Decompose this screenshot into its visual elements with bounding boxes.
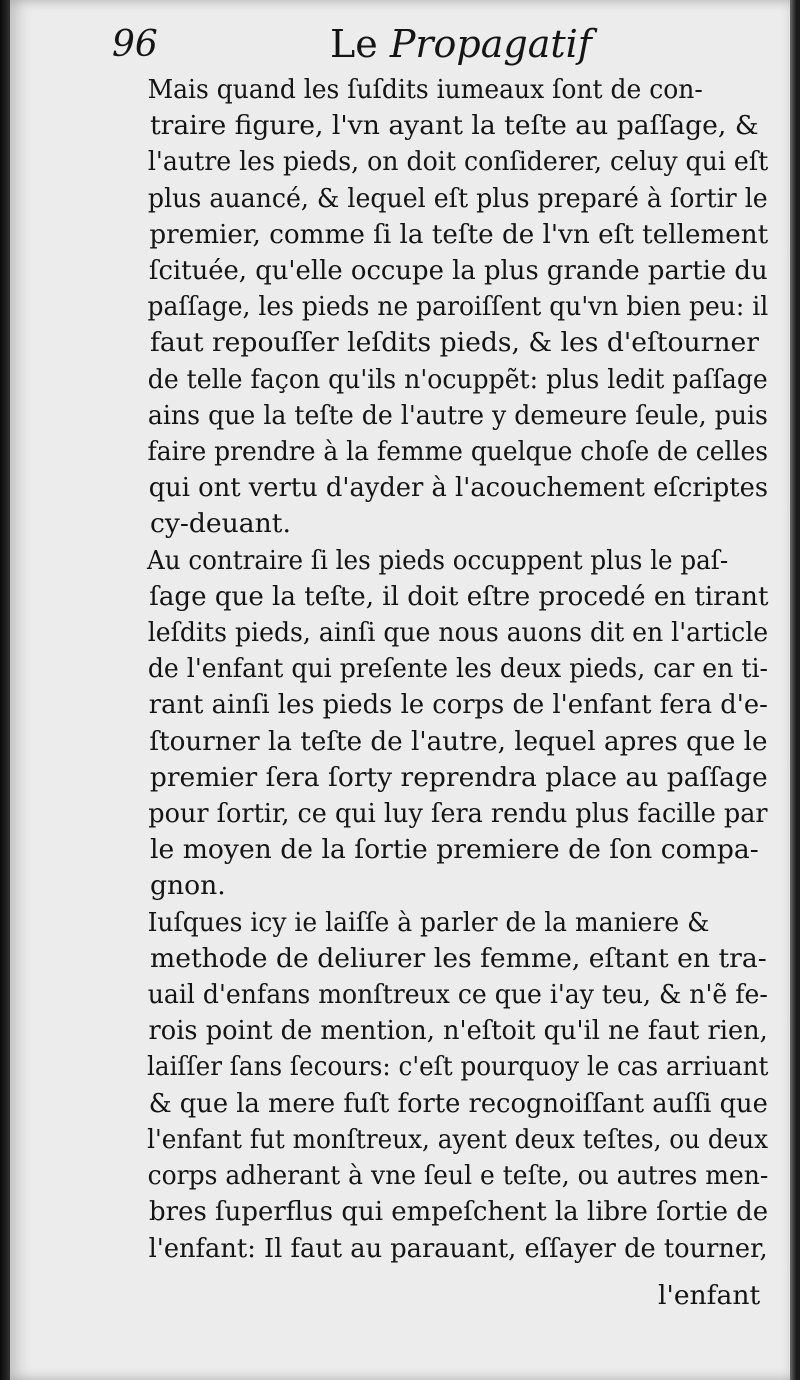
text-line: leſdits pieds, ainſi que nous auons dit en l'article (147, 617, 769, 649)
text-line: ſage que la teſte, il doit eſtre procedé en tirant (149, 580, 769, 612)
text-line: cy-deuant. (150, 508, 291, 540)
text-line: de l'enfant qui preſente les deux pieds, car en ti- (147, 653, 768, 685)
text-line: qui ont vertu d'ayder à l'acouchement eſcriptes (148, 472, 769, 504)
text-line: laiſſer ſans ſecours: c'eſt pourquoy le cas arriuant (147, 1051, 769, 1083)
text-line: gnon. (150, 870, 226, 902)
text-line: ains que la teſte de l'autre y demeure ſeule, puis (147, 399, 768, 431)
text-line: rant ainſi les pieds le corps de l'enfant fera d'e- (148, 689, 768, 721)
text-line: premier ſera ſorty reprendra place au paſſage (149, 761, 768, 793)
page-header (112, 18, 672, 78)
text-line: premier, comme ſi la teſte de l'vn eſt tellement (149, 218, 769, 250)
text-line: l'enfant fut monſtreux, ayent deux teſtes, ou deux (147, 1123, 769, 1155)
text-line: plus auancé, & lequel eſt plus preparé à ſortir le (147, 182, 768, 214)
text-line: uail d'enfans monſtreux ce que i'ay teu, & n'ẽ fe- (147, 979, 768, 1011)
text-line: faut repouſſer leſdits pieds, & les d'eſtourner (150, 327, 759, 359)
running-title-italic: Propagatif (389, 22, 592, 66)
text-line: Au contraire ſi les pieds occuppent plus le paſ- (146, 544, 729, 576)
text-line: le moyen de la ſortie premiere de ſon compa- (150, 834, 759, 866)
text-line: corps adherant à vne ſeul e teſte, ou autres men- (147, 1160, 769, 1192)
text-line: l'autre les pieds, on doit conſiderer, celuy qui eſt (147, 146, 769, 178)
text-line: methode de deliurer les femme, eſtant en tra- (150, 942, 767, 974)
text-line: traire figure, l'vn ayant la teſte au paſſage, & (150, 110, 759, 142)
text-line: & que la mere fuſt forte recognoiſſant auſſi que (148, 1087, 768, 1119)
text-line: pour ſortir, ce qui luy ſera rendu plus facille par (148, 798, 768, 830)
text-line: Mais quand les ſuſdits iumeaux ſont de con- (147, 74, 703, 105)
paragraph-1 (110, 72, 768, 543)
text-line: Iuſques icy ie laiſſe à parler de la maniere & (147, 906, 710, 938)
paragraph-2 (110, 543, 768, 905)
text-line: rois point de mention, n'eſtoit qu'il ne faut rien, (148, 1015, 768, 1047)
running-title-prefix: Le (330, 22, 390, 66)
page-edge (790, 0, 796, 1380)
paragraph-3 (110, 905, 768, 1267)
text-line: l'enfant: Il faut au parauant, eſſayer de tourner, (148, 1232, 768, 1264)
text-line: ſcituée, qu'elle occupe la plus grande partie du (148, 255, 768, 287)
body-text (110, 72, 768, 1267)
running-title (330, 22, 592, 66)
text-line: paſſage, les pieds ne paroiſſent qu'vn bien peu: il (147, 291, 769, 323)
catchword: l'enfant (658, 1280, 761, 1311)
text-line: bres ſuperflus qui empeſchent la libre ſortie de (149, 1196, 769, 1228)
page-number: 96 (112, 24, 158, 65)
text-line: faire prendre à la femme quelque choſe de celles (147, 436, 768, 468)
text-line: de telle façon qu'ils n'ocuppẽt: plus ledit paſſage (147, 363, 768, 395)
text-line: ſtourner la teſte de l'autre, lequel apres que le (149, 725, 768, 757)
